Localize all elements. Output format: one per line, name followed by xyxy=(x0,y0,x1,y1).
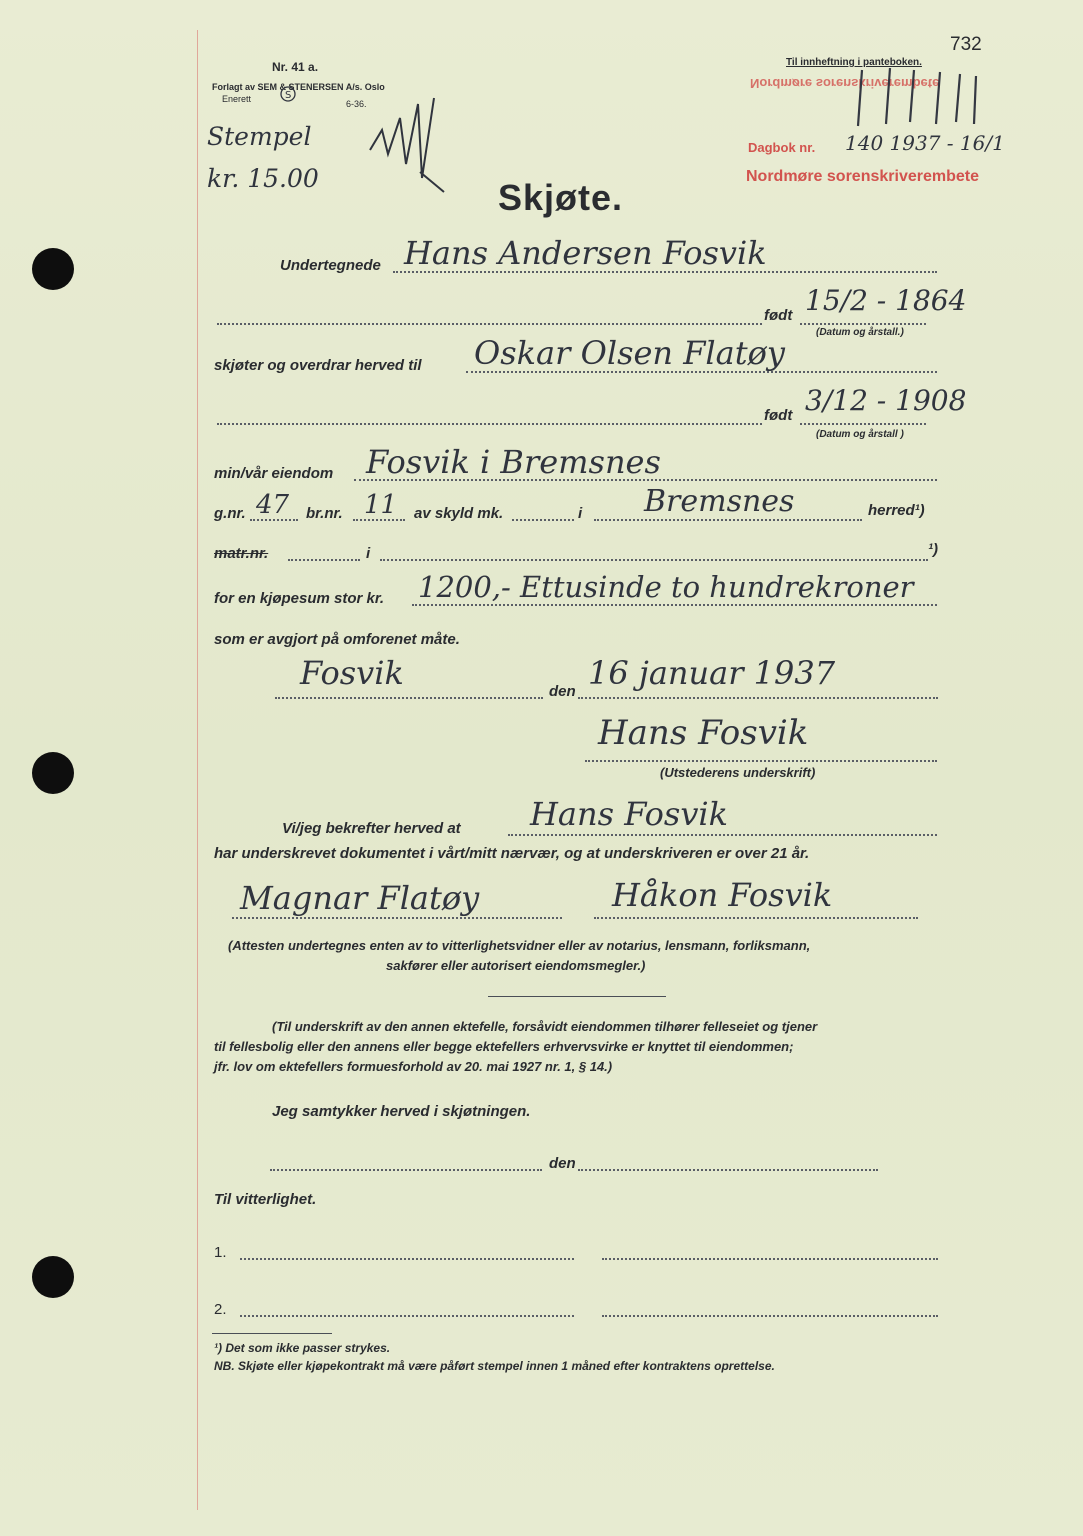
matr-line xyxy=(288,559,360,561)
punch-hole-bottom xyxy=(32,1256,74,1298)
buyer-born: 3/12 - 1908 xyxy=(805,384,967,417)
confirm-name: Hans Fosvik xyxy=(530,795,729,833)
skyld-label: av skyld mk. xyxy=(414,505,504,522)
page-number: 732 xyxy=(950,34,982,55)
seller-born-line xyxy=(800,323,926,325)
witness1-signature: Magnar Flatøy xyxy=(240,879,480,917)
vitterlighet-line-1b xyxy=(602,1258,938,1260)
buyer-born-prefix-line xyxy=(217,423,762,425)
punch-hole-middle xyxy=(32,752,74,794)
seller-name: Hans Andersen Fosvik xyxy=(404,234,767,272)
stamp-office: Nordmøre sorenskriverembete xyxy=(746,168,979,185)
stamp-pen-strokes xyxy=(850,64,990,134)
matr-note: ¹) xyxy=(928,541,938,558)
attest-note-1: (Attesten undertegnes enten av to vitterlighetsvidner eller av notarius, lensmann, forliksmann, xyxy=(228,938,811,953)
brnr-label: br.nr. xyxy=(306,505,343,522)
matr-i-label: i xyxy=(366,545,371,562)
witness-num-2: 2. xyxy=(214,1301,227,1318)
stamp-mirror-text: Nordmøre sorenskriverembete xyxy=(750,76,940,91)
form-number: Nr. 41 a. xyxy=(272,60,319,74)
top-right-note: Til innheftning i panteboken. xyxy=(786,57,922,68)
spouse-note-2: til fellesbolig eller den annens eller begge ektefellers erhvervsvirke er knyttet til eiendommen; xyxy=(214,1039,794,1054)
consent-place-line xyxy=(270,1169,542,1171)
svg-text:S: S xyxy=(285,90,292,101)
date-value: 16 januar 1937 xyxy=(588,654,836,692)
publisher-line2: Enerett xyxy=(222,94,252,104)
confirm-text: har underskrevet dokumentet i vårt/mitt nærvær, og at underskriveren er over 21 år. xyxy=(214,845,810,862)
publisher-line1: Forlagt av SEM & STENERSEN A/s. Oslo xyxy=(212,82,385,92)
document-title: Skjøte. xyxy=(498,177,624,218)
witness2-signature: Håkon Fosvik xyxy=(612,876,833,914)
herred-label: herred¹) xyxy=(868,502,925,519)
herred-value: Bremsnes xyxy=(644,484,795,519)
buyer-name: Oskar Olsen Flatøy xyxy=(474,334,785,372)
kjopesum-value: 1200,- Ettusinde to hundrekroner xyxy=(418,570,914,604)
witness2-line xyxy=(594,917,918,919)
brnr-value: 11 xyxy=(364,490,398,520)
issuer-caption: (Utstederens underskrift) xyxy=(660,765,816,780)
stempel-scribble xyxy=(360,80,450,200)
skyld-line xyxy=(512,519,574,521)
consent-date-line xyxy=(578,1169,878,1171)
attest-note-2: sakfører eller autorisert eiendomsmegler.) xyxy=(386,958,646,973)
kjopesum-line xyxy=(412,604,937,606)
place-line xyxy=(275,697,543,699)
section-divider xyxy=(488,996,666,997)
footnote-rule xyxy=(212,1333,332,1334)
witness1-line xyxy=(232,917,562,919)
seller-born-prefix-line xyxy=(217,323,762,325)
consent-label: Jeg samtykker herved i skjøtningen. xyxy=(272,1103,531,1120)
stempel-line1: Stempel xyxy=(207,122,312,151)
margin-rule xyxy=(197,30,198,1510)
stamp-dagbok-value: 140 1937 - 16/1 xyxy=(845,131,1005,155)
eiendom-label: min/vår eiendom xyxy=(214,465,334,482)
issuer-signature: Hans Fosvik xyxy=(598,713,809,753)
vitterlighet-line-2b xyxy=(602,1315,938,1317)
punch-hole-top xyxy=(32,248,74,290)
edition-code: 6-36. xyxy=(346,99,367,109)
spouse-note-1: (Til underskrift av den annen ektefelle, forsåvidt eiendommen tilhører felleseiet og tjener xyxy=(272,1019,818,1034)
publisher-logo-icon xyxy=(280,86,296,102)
vitterlighet-line-1a xyxy=(240,1258,574,1260)
date-line xyxy=(578,697,938,699)
confirm-line xyxy=(508,834,937,836)
place: Fosvik xyxy=(300,654,404,692)
witness-num-1: 1. xyxy=(214,1244,227,1261)
eiendom-value: Fosvik i Bremsnes xyxy=(366,443,661,481)
buyer-fodt-label: født xyxy=(764,407,793,424)
stamp-dagbok-label: Dagbok nr. xyxy=(748,140,816,155)
datum-caption-2: (Datum og årstall ) xyxy=(816,429,904,440)
vitterlighet-line-2a xyxy=(240,1315,574,1317)
date-den-label: den xyxy=(549,683,576,700)
consent-den-label: den xyxy=(549,1155,576,1172)
gnr-label: g.nr. xyxy=(214,505,246,522)
avgjort-label: som er avgjort på omforenet måte. xyxy=(214,631,460,648)
datum-caption-1: (Datum og årstall.) xyxy=(816,327,904,338)
seller-fodt-label: født xyxy=(764,307,793,324)
gnr-value: 47 xyxy=(256,490,290,520)
transfer-label: skjøter og overdrar herved til xyxy=(214,357,422,374)
matr-herred-line xyxy=(380,559,928,561)
herred-line xyxy=(594,519,862,521)
issuer-signature-line xyxy=(585,760,937,762)
stempel-line2: kr. 15.00 xyxy=(207,164,319,193)
nb-note: NB. Skjøte eller kjøpekontrakt må være påført stempel innen 1 måned efter kontraktens oprettelse. xyxy=(214,1359,775,1373)
vitterlighet-label: Til vitterlighet. xyxy=(214,1191,317,1208)
kjopesum-label: for en kjøpesum stor kr. xyxy=(214,590,385,607)
matr-label: matr.nr. xyxy=(214,545,269,562)
confirm-label: Vi/jeg bekrefter herved at xyxy=(282,820,461,837)
buyer-born-line xyxy=(800,423,926,425)
skyld-i-label: i xyxy=(578,505,583,522)
spouse-note-3: jfr. lov om ektefellers formuesforhold av 20. mai 1927 nr. 1, § 14.) xyxy=(214,1059,613,1074)
footnote: ¹) Det som ikke passer strykes. xyxy=(214,1341,391,1355)
seller-born: 15/2 - 1864 xyxy=(805,284,967,317)
undertegnede-label: Undertegnede xyxy=(280,257,381,274)
